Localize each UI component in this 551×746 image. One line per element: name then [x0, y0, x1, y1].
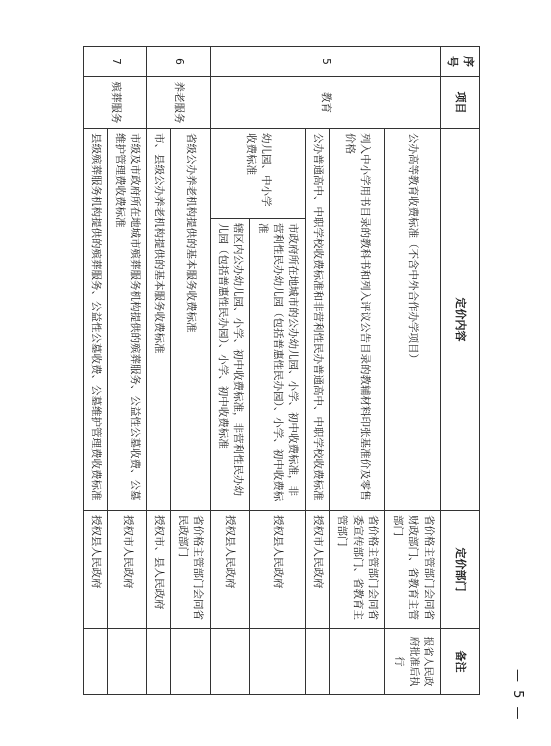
content-cell: 公办高等教育收费标准（不含中外合作办学项目）	[385, 129, 441, 511]
content-cell: 省级公办养老机构提供的基本服务收费标准	[170, 129, 210, 511]
content-cell: 市、县级公办养老机构提供的基本服务收费标准	[147, 129, 171, 511]
rotated-table-wrapper	[83, 46, 480, 694]
page-number: — 5 —	[510, 668, 525, 722]
row-item: 教育	[210, 77, 441, 129]
content-cell: 公办普通高中、中职学校收费标准和非营利性民办普通高中、中职学校收费标准	[305, 129, 329, 511]
table-row	[305, 47, 329, 695]
row-num: 6	[147, 47, 210, 77]
table-row	[170, 47, 210, 695]
header-dept: 定价部门	[441, 511, 480, 629]
header-num: 序号	[441, 47, 480, 77]
row-num: 5	[210, 47, 441, 77]
content-cell: 列入中小学用书目录的教科书和列入评议公告目录的教辅材料印张基准价及零售价格	[329, 129, 385, 511]
dept-cell: 授权市、县人民政府	[147, 511, 171, 629]
header-note: 备注	[441, 629, 480, 695]
note-cell	[147, 629, 171, 695]
dept-cell: 省价格主管部门会同省财政部门、省教育主管部门	[385, 511, 441, 629]
dept-cell: 授权市人民政府	[305, 511, 329, 629]
dept-cell: 授权县人民政府	[210, 511, 250, 629]
content-cell: 辖区内公办幼儿园、小学、初中收费标准，非营利性民办幼儿园（包括普惠性民办园）、小学、初中收费标准	[210, 219, 250, 511]
table-row	[84, 47, 108, 695]
note-cell	[329, 629, 385, 695]
header-content: 定价内容	[441, 129, 480, 511]
header-item: 项目	[441, 77, 480, 129]
subcategory-cell: 幼儿园、中小学收费标准	[210, 129, 305, 219]
note-cell	[107, 629, 147, 695]
row-item: 殡葬服务	[84, 77, 147, 129]
table-row	[385, 47, 441, 695]
table-row	[329, 47, 385, 695]
note-cell	[305, 629, 329, 695]
row-item: 养老服务	[147, 77, 210, 129]
row-num: 7	[84, 47, 147, 77]
note-cell: 报省人民政府批准后执行	[385, 629, 441, 695]
table-row	[250, 47, 306, 695]
table-row	[147, 47, 171, 695]
table-header-row	[441, 47, 480, 695]
dept-cell: 省价格主管部门会同省委宣传部门、省教育主管部门	[329, 511, 385, 629]
pricing-table	[83, 46, 480, 695]
table-row	[107, 47, 147, 695]
note-cell	[84, 629, 108, 695]
note-cell	[250, 629, 306, 695]
dept-cell: 授权市人民政府	[107, 511, 147, 629]
note-cell	[170, 629, 210, 695]
note-cell	[210, 629, 250, 695]
content-cell: 市政府所在地城市的公办幼儿园、小学、初中收费标准，非营利性民办幼儿园（包括普惠性民办园）、小学、初中收费标准	[250, 219, 306, 511]
dept-cell: 授权县人民政府	[84, 511, 108, 629]
content-cell: 县级殡葬服务机构提供的殡葬服务、公益性公墓收费、公墓维护管理费收费标准	[84, 129, 108, 511]
content-cell: 市级及市政府所在地城市殡葬服务机构提供的殡葬服务、公益性公墓收费、公墓维护管理费收费标准	[107, 129, 147, 511]
dept-cell: 授权县人民政府	[250, 511, 306, 629]
dept-cell: 省价格主管部门会同省民政部门	[170, 511, 210, 629]
